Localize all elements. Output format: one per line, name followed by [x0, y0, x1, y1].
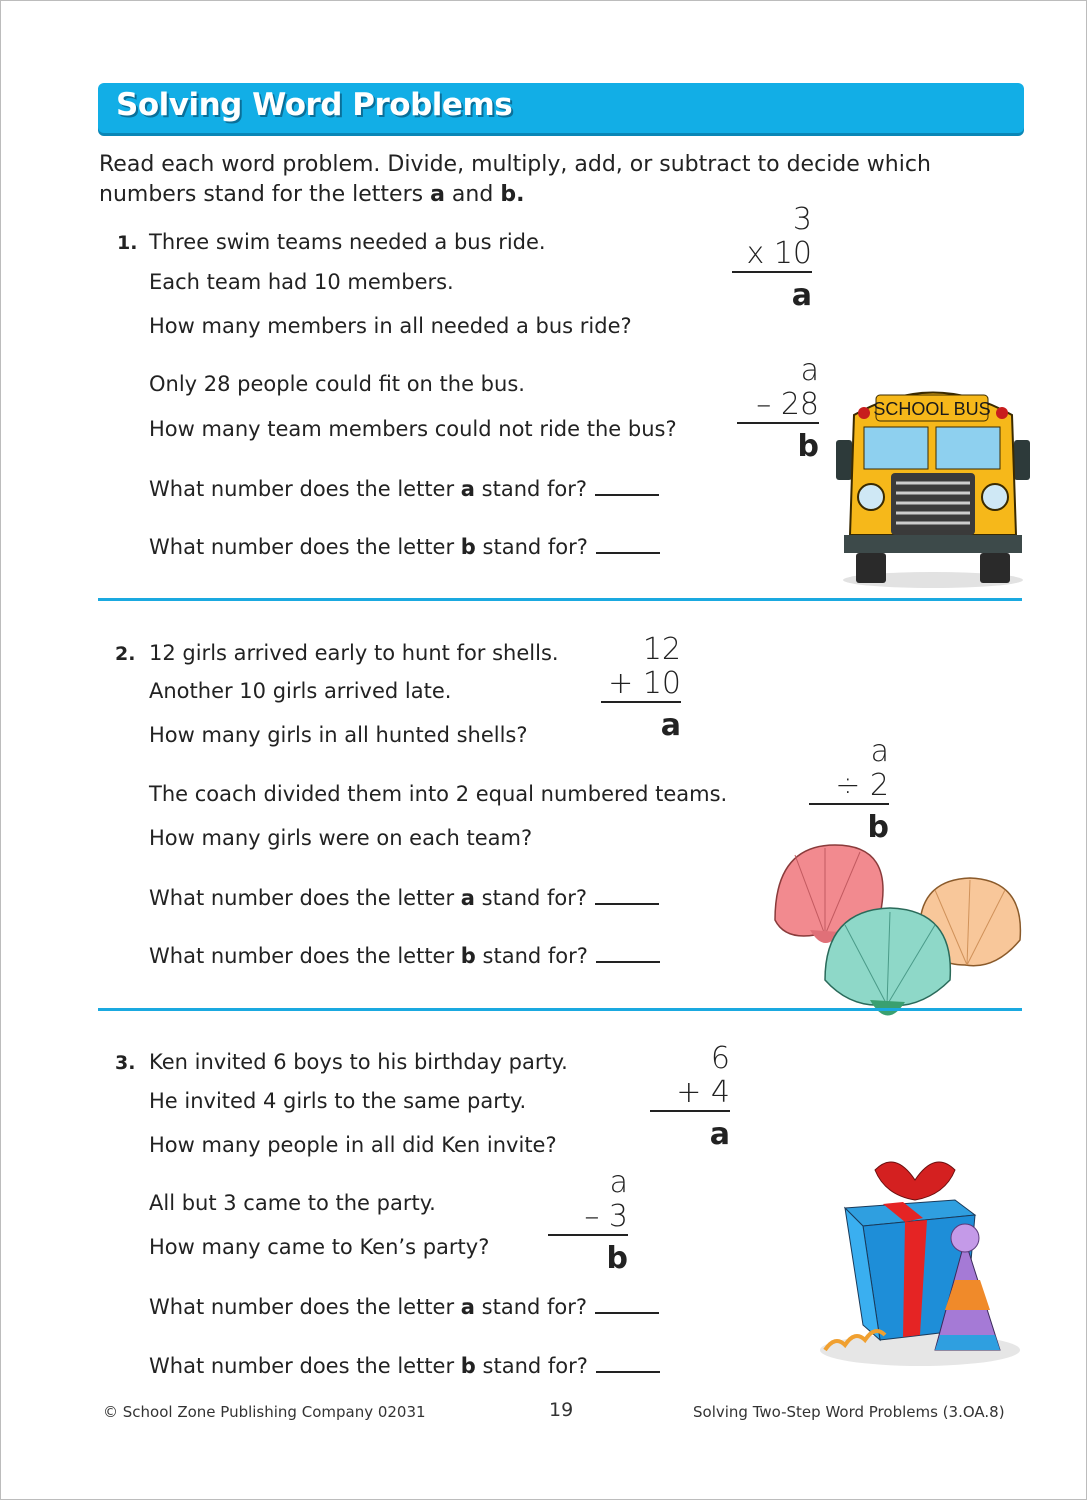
instructions-text: Read each word problem. Divide, multiply, add, or subtract to decide which numbers stand for the letters: [99, 152, 931, 207]
question-text: stand for?: [475, 944, 588, 968]
problem-line: 12 girls arrived early to hunt for shells.: [149, 641, 559, 665]
problem-line: How many girls were on each team?: [149, 826, 533, 850]
school-bus-illustration: [836, 375, 1031, 590]
equation-top: 12: [642, 632, 681, 667]
question-text: stand for?: [474, 1295, 588, 1319]
equation-top: a: [800, 353, 819, 388]
problem-line: Each team had 10 members.: [149, 270, 454, 294]
gift-illustration: [815, 1140, 1025, 1370]
mirror-icon: [1014, 440, 1030, 480]
problem-line: Ken invited 6 boys to his birthday party.: [149, 1050, 568, 1074]
problem-number: 3.: [115, 1052, 136, 1074]
instructions-and: and: [444, 182, 501, 207]
answer-blank-b[interactable]: [596, 534, 660, 554]
page-number: 19: [549, 1399, 574, 1421]
equation-result: a: [660, 708, 681, 743]
question-text: What number does the letter: [149, 1295, 461, 1319]
page-title: Solving Word Problems: [116, 87, 513, 123]
letter-a: a: [460, 886, 475, 910]
problem-number: 2.: [115, 643, 136, 665]
footer-topic: Solving Two-Step Word Problems (3.OA.8): [693, 1403, 1005, 1421]
answer-blank-a[interactable]: [595, 885, 659, 905]
question-text: stand for?: [474, 886, 588, 910]
equation-operator-line: ÷ 2: [809, 769, 889, 805]
equation-3b: [548, 1166, 628, 1276]
problem-line: He invited 4 girls to the same party.: [149, 1089, 527, 1113]
instructions: [99, 150, 1019, 210]
question-text: What number does the letter: [149, 886, 461, 910]
answer-blank-a[interactable]: [595, 476, 659, 496]
bus-sign: SCHOOL BUS: [873, 399, 991, 419]
equation-top: 3: [792, 202, 812, 237]
letter-a: a: [430, 182, 445, 207]
equation-top: 6: [710, 1041, 730, 1076]
problem-line: How many came to Ken’s party?: [149, 1235, 490, 1259]
question-a: [149, 1294, 659, 1319]
letter-b: b: [460, 1354, 476, 1378]
equation-operator-line: x 10: [732, 237, 812, 273]
problem-line: How many people in all did Ken invite?: [149, 1133, 557, 1157]
title-banner: [98, 83, 1024, 133]
question-text: What number does the letter: [149, 1354, 461, 1378]
problem-line: How many members in all needed a bus ride?: [149, 314, 632, 338]
equation-result: a: [791, 278, 812, 313]
copyright: © School Zone Publishing Company 02031: [103, 1403, 426, 1421]
problem-line: How many girls in all hunted shells?: [149, 723, 528, 747]
question-text: stand for?: [474, 477, 588, 501]
equation-operator-line: + 10: [601, 667, 681, 703]
question-text: What number does the letter: [149, 944, 461, 968]
equation-operator-line: – 3: [548, 1200, 628, 1236]
equation-result: b: [867, 810, 889, 845]
problem-line: Only 28 people could fit on the bus.: [149, 372, 525, 396]
equation-result: a: [709, 1117, 730, 1152]
question-text: stand for?: [475, 1354, 588, 1378]
equation-3a: [650, 1042, 730, 1152]
problem-line: How many team members could not ride the bus?: [149, 417, 677, 441]
problem-line: The coach divided them into 2 equal numbered teams.: [149, 782, 728, 806]
equation-2b: [809, 735, 889, 845]
letter-b: b: [460, 535, 476, 559]
problem-line: Another 10 girls arrived late.: [149, 679, 452, 703]
question-b: [149, 943, 660, 968]
teal-shell-icon: [825, 908, 950, 1016]
section-divider: [98, 598, 1022, 601]
equation-result: b: [797, 429, 819, 464]
question-a: [149, 885, 659, 910]
equation-top: a: [609, 1165, 628, 1200]
mirror-icon: [836, 440, 852, 480]
answer-blank-b[interactable]: [596, 943, 660, 963]
equation-1b: [737, 354, 819, 464]
equation-1a: [732, 203, 812, 313]
letter-a: a: [460, 477, 475, 501]
problem-number: 1.: [117, 232, 138, 254]
question-text: What number does the letter: [149, 477, 461, 501]
problem-line: Three swim teams needed a bus ride.: [149, 230, 546, 254]
equation-top: a: [870, 734, 889, 769]
question-text: What number does the letter: [149, 535, 461, 559]
equation-result: b: [606, 1241, 628, 1276]
question-b: [149, 534, 660, 559]
equation-operator-line: – 28: [737, 388, 819, 424]
question-a: [149, 476, 659, 501]
letter-a: a: [460, 1295, 475, 1319]
equation-2a: [601, 633, 681, 743]
answer-blank-a[interactable]: [595, 1294, 659, 1314]
question-text: stand for?: [475, 535, 588, 559]
section-divider: [98, 1008, 1022, 1011]
letter-b: b.: [500, 182, 525, 207]
letter-b: b: [460, 944, 476, 968]
equation-operator-line: + 4: [650, 1076, 730, 1112]
answer-blank-b[interactable]: [596, 1353, 660, 1373]
problem-line: All but 3 came to the party.: [149, 1191, 436, 1215]
question-b: [149, 1353, 660, 1378]
